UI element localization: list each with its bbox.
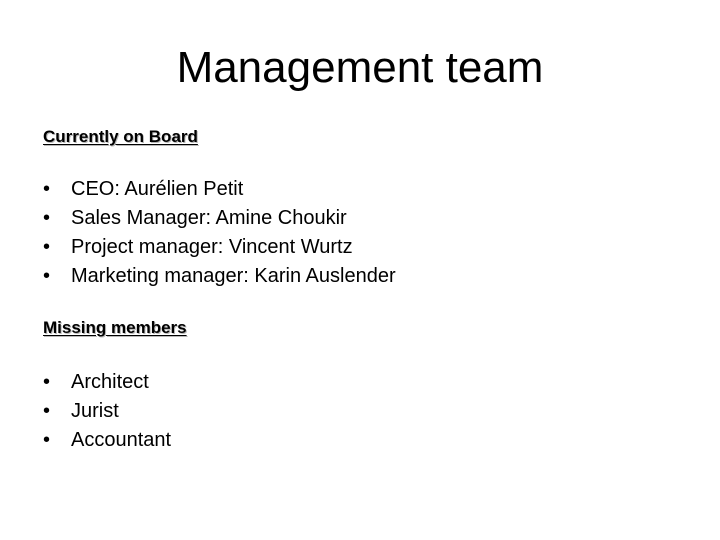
list-item-text: Marketing manager: Karin Auslender bbox=[71, 265, 396, 287]
list-item bbox=[43, 368, 171, 397]
list-item bbox=[43, 204, 396, 233]
list-item-text: Sales Manager: Amine Choukir bbox=[71, 207, 347, 229]
section-heading-missing-members: Missing members bbox=[43, 318, 187, 337]
list-item bbox=[43, 397, 171, 426]
list-item-text: CEO: Aurélien Petit bbox=[71, 178, 244, 200]
bullet-icon: • bbox=[43, 429, 51, 451]
missing-members-list bbox=[43, 368, 171, 455]
bullet-icon: • bbox=[43, 265, 51, 287]
slide-title: Management team bbox=[176, 43, 544, 92]
list-item-text: Project manager: Vincent Wurtz bbox=[71, 236, 353, 258]
bullet-icon: • bbox=[43, 371, 51, 393]
list-item bbox=[43, 233, 396, 262]
bullet-icon: • bbox=[43, 207, 51, 229]
bullet-icon: • bbox=[43, 236, 51, 258]
list-item-text: Jurist bbox=[71, 400, 119, 422]
bullet-icon: • bbox=[43, 400, 51, 422]
list-item bbox=[43, 262, 396, 291]
list-item bbox=[43, 426, 171, 455]
board-members-list bbox=[43, 175, 396, 291]
bullet-icon: • bbox=[43, 178, 51, 200]
section-heading-currently-on-board: Currently on Board bbox=[43, 127, 198, 146]
list-item bbox=[43, 175, 396, 204]
list-item-text: Accountant bbox=[71, 429, 172, 451]
list-item-text: Architect bbox=[71, 371, 149, 393]
